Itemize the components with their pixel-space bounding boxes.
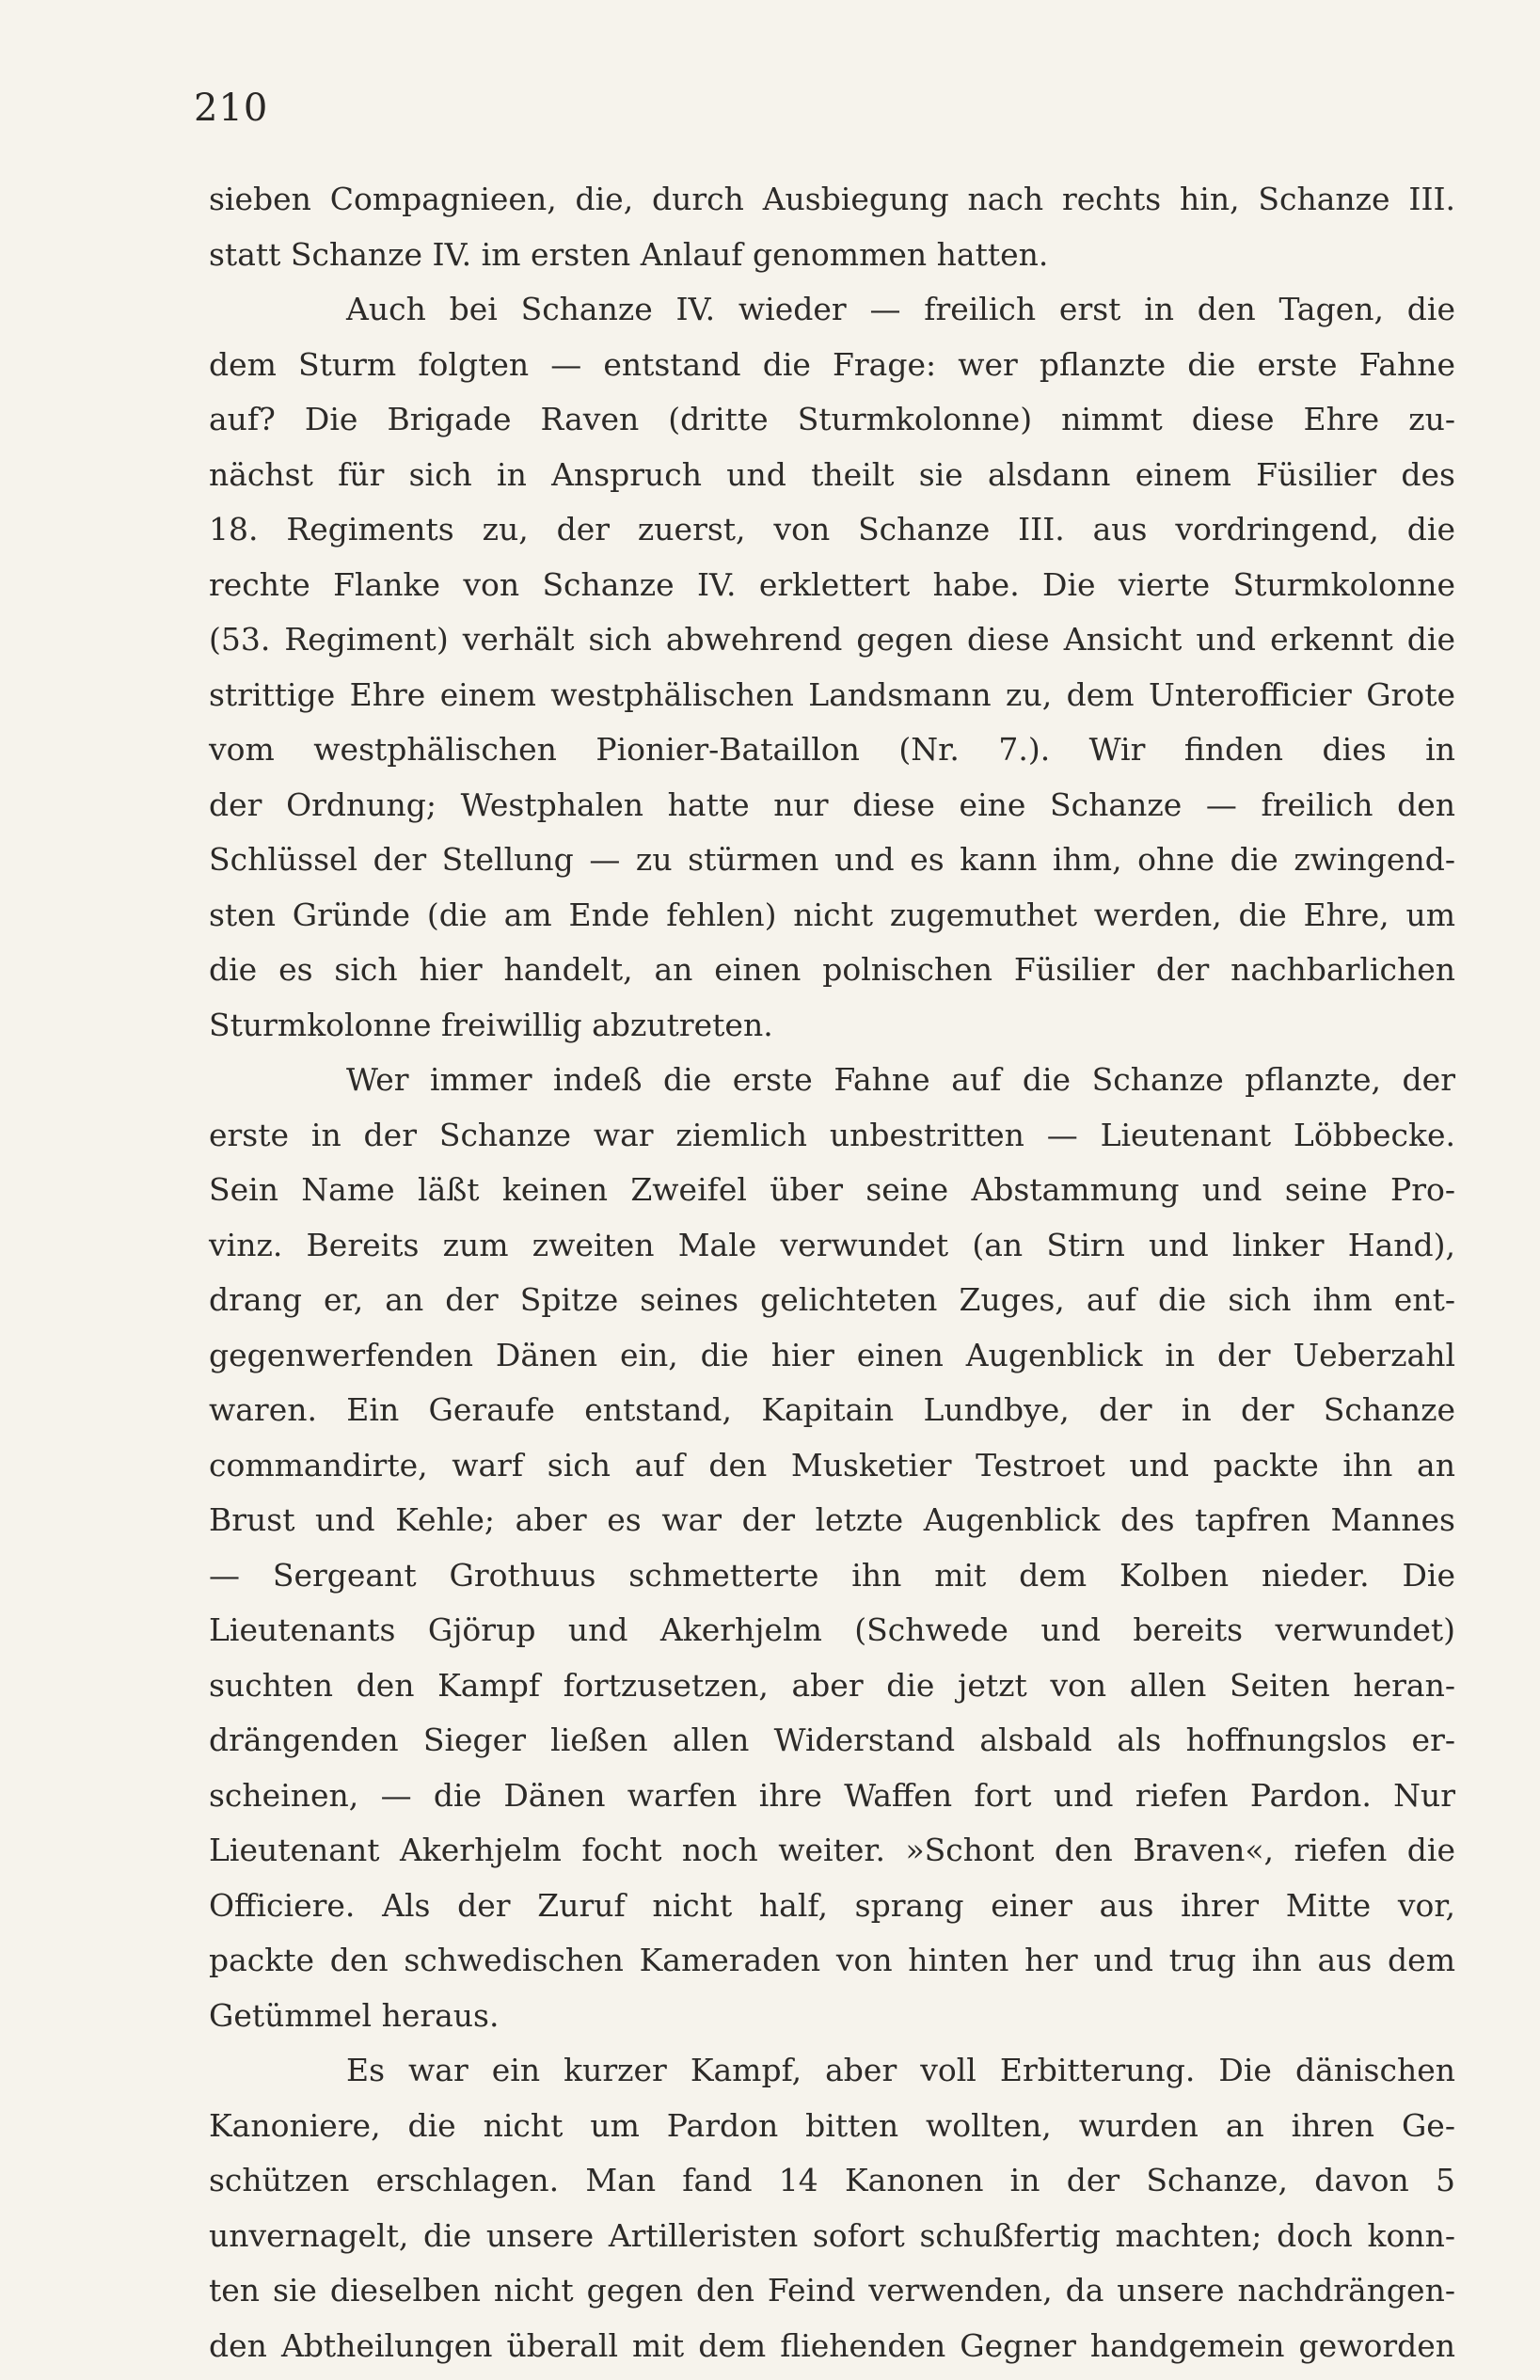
text-line: Brust und Kehle; aber es war der letzte Augenblick des tapfren Mannes xyxy=(209,1501,1455,1538)
text-line: strittige Ehre einem westphälischen Landsmann zu, dem Unterofficier Grote xyxy=(209,675,1455,713)
text-line: 18. Regiments zu, der zuerst, von Schanze III. aus vordringend, die xyxy=(209,511,1455,547)
text-line: der Ordnung; Westphalen hatte nur diese eine Schanze — freilich den xyxy=(209,785,1455,823)
text-line: nächst für sich in Anspruch und theilt sie alsdann einem Füsilier des xyxy=(209,455,1455,493)
text-line: Schlüssel der Stellung — zu stürmen und es kann ihm, ohne die zwingend- xyxy=(209,841,1455,878)
text-line: vinz. Bereits zum zweiten Male verwundet (an Stirn und linker Hand), xyxy=(209,1226,1455,1263)
text-line: erste in der Schanze war ziemlich unbestritten — Lieutenant Löbbecke. xyxy=(209,1116,1455,1153)
text-line: ten sie dieselben nicht gegen den Feind verwenden, da unsere nachdrängen- xyxy=(209,2272,1455,2309)
text-line: sieben Compagnieen, die, durch Ausbiegung nach rechts hin, Schanze III. xyxy=(209,181,1455,217)
text-line: — Sergeant Grothuus schmetterte ihn mit dem Kolben nieder. Die xyxy=(209,1556,1455,1594)
text-line: Getümmel heraus. xyxy=(209,1996,500,2034)
text-line: vom westphälischen Pionier-Bataillon (Nr. 7.). Wir finden dies in xyxy=(209,731,1455,768)
text-line: commandirte, warf sich auf den Musketier Testroet und packte ihn an xyxy=(209,1446,1455,1484)
text-line: suchten den Kampf fortzusetzen, aber die jetzt von allen Seiten heran- xyxy=(209,1666,1455,1704)
text-line: die es sich hier handelt, an einen polnischen Füsilier der nachbarlichen xyxy=(209,951,1455,988)
text-line: dem Sturm folgten — entstand die Frage: wer pflanzte die erste Fahne xyxy=(209,345,1455,383)
text-line: sten Gründe (die am Ende fehlen) nicht zugemuthet werden, die Ehre, um xyxy=(209,896,1455,933)
text-line: auf? Die Brigade Raven (dritte Sturmkolonne) nimmt diese Ehre zu- xyxy=(209,401,1455,437)
text-line: Es war ein kurzer Kampf, aber voll Erbitterung. Die dänischen xyxy=(346,2052,1455,2088)
text-line: rechte Flanke von Schanze IV. erklettert habe. Die vierte Sturmkolonne xyxy=(209,565,1455,603)
text-line: unvernagelt, die unsere Artilleristen sofort schußfertig machten; doch konn- xyxy=(209,2216,1455,2254)
text-line: Officiere. Als der Zuruf nicht half, sprang einer aus ihrer Mitte vor, xyxy=(209,1886,1455,1924)
text-line: Kanoniere, die nicht um Pardon bitten wollten, wurden an ihren Ge- xyxy=(209,2106,1455,2144)
text-line: Sein Name läßt keinen Zweifel über seine Abstammung und seine Pro- xyxy=(209,1171,1455,1208)
page-number: 210 xyxy=(194,87,269,130)
text-line: gegenwerfenden Dänen ein, die hier einen Augenblick in der Ueberzahl xyxy=(209,1336,1455,1373)
text-line: packte den schwedischen Kameraden von hinten her und trug ihn aus dem xyxy=(209,1942,1455,1978)
text-line: den Abtheilungen überall mit dem fliehenden Gegner handgemein geworden xyxy=(209,2326,1455,2364)
text-line: Wer immer indeß die erste Fahne auf die Schanze pflanzte, der xyxy=(346,1061,1455,1098)
body-text xyxy=(209,172,1455,2373)
text-line: waren. Ein Geraufe entstand, Kapitain Lundbye, der in der Schanze xyxy=(209,1391,1455,1428)
text-line: Lieutenants Gjörup und Akerhjelm (Schwede und bereits verwundet) xyxy=(209,1611,1455,1648)
text-line: Auch bei Schanze IV. wieder — freilich erst in den Tagen, die xyxy=(346,291,1455,327)
text-line: Lieutenant Akerhjelm focht noch weiter. »Schont den Braven«, riefen die xyxy=(209,1832,1455,1868)
text-line: (53. Regiment) verhält sich abwehrend gegen diese Ansicht und erkennt die xyxy=(209,621,1455,658)
text-line: drang er, an der Spitze seines gelichteten Zuges, auf die sich ihm ent- xyxy=(209,1281,1455,1318)
text-line: Sturmkolonne freiwillig abzutreten. xyxy=(209,1006,773,1043)
text-line: schützen erschlagen. Man fand 14 Kanonen in der Schanze, davon 5 xyxy=(209,2162,1455,2198)
text-line: statt Schanze IV. im ersten Anlauf genommen hatten. xyxy=(209,235,1049,273)
text-line: scheinen, — die Dänen warfen ihre Waffen fort und riefen Pardon. Nur xyxy=(209,1776,1455,1814)
text-line: drängenden Sieger ließen allen Widerstand alsbald als hoffnungslos er- xyxy=(209,1722,1455,1758)
